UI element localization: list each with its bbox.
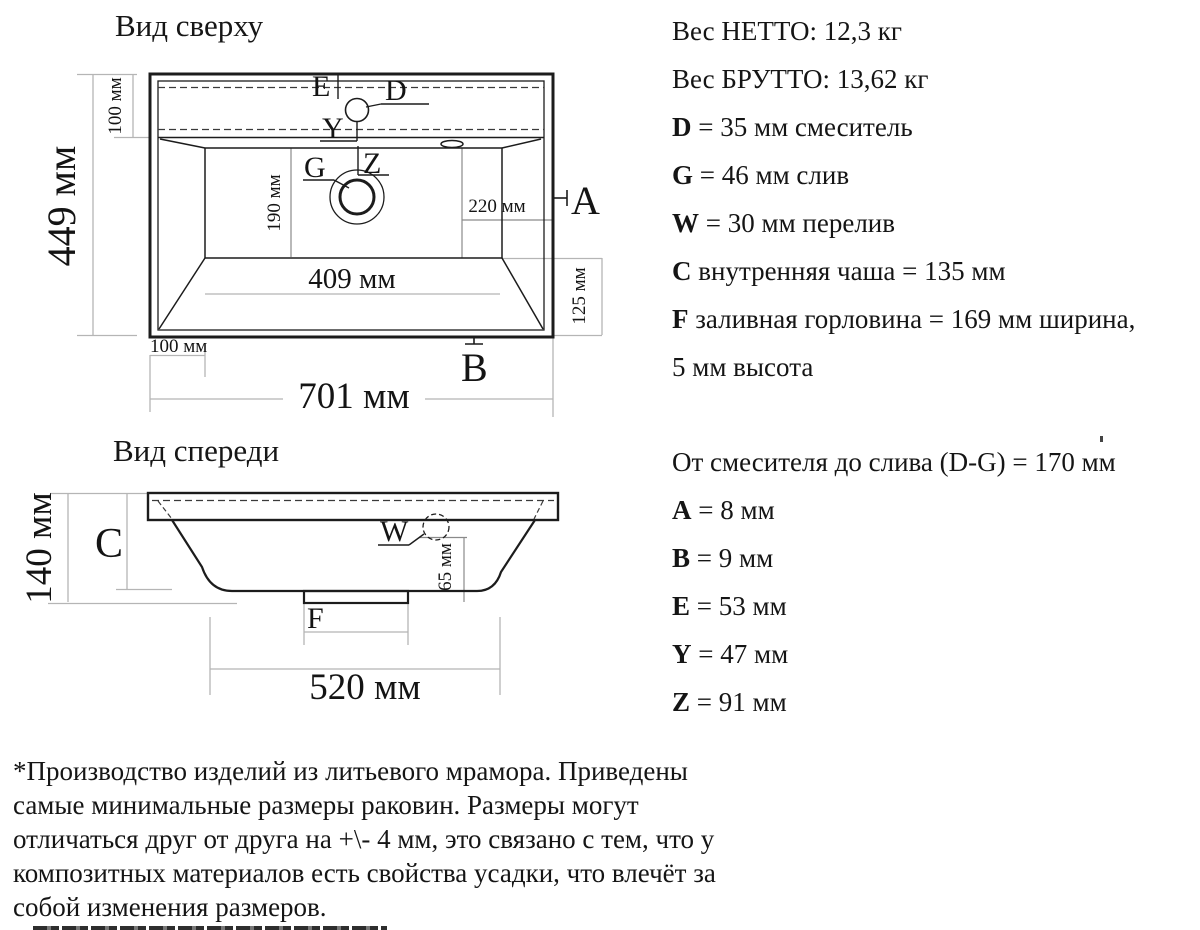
overflow-hidden-circle (423, 514, 449, 540)
spec-value: = 53 мм (690, 591, 787, 621)
spec-line-dg (672, 438, 1116, 486)
footnote (13, 754, 716, 924)
dim-text-449: 449 мм (39, 145, 84, 267)
spec-value: От смесителя до слива (D-G) = 170 мм (672, 447, 1116, 477)
callout-w-leader (409, 534, 424, 545)
spec-key: C (672, 256, 692, 286)
spec-key: F (672, 304, 689, 334)
spec-line-y (672, 630, 1116, 678)
spec-line-c (672, 247, 1135, 295)
footnote-line: самые минимальные размеры раковин. Размеры могут (13, 790, 639, 820)
spec-line-f2 (672, 343, 1135, 391)
dim-text-701: 701 мм (298, 376, 410, 417)
front-view-drawing (19, 492, 558, 708)
bowl-corner-slant (159, 258, 205, 329)
spec-list-main (672, 7, 1135, 391)
spec-value: 5 мм высота (672, 352, 814, 382)
label-f: F (307, 602, 324, 635)
top-view-drawing (39, 70, 602, 417)
spec-value: = 46 мм слив (693, 160, 850, 190)
spec-line-w (672, 199, 1135, 247)
spec-value: = 47 мм (691, 639, 789, 669)
spec-value: = 91 мм (690, 687, 787, 717)
spec-value: = 9 мм (690, 543, 774, 573)
spec-key: Y (672, 639, 692, 669)
bowl-corner-slant (502, 139, 541, 148)
dim-text-140: 140 мм (19, 492, 60, 604)
dim-text-100-top: 100 мм (105, 77, 126, 135)
spec-value: Вес НЕТТО: 12,3 кг (672, 16, 902, 46)
bowl-corner-slant (160, 139, 205, 148)
label-b: B (461, 345, 488, 390)
spec-list-extra (672, 438, 1116, 726)
spec-key: A (672, 495, 692, 525)
faucet-hole (346, 99, 369, 122)
spec-line-brutto (672, 55, 1135, 103)
top-view-title: Вид сверху (115, 8, 264, 43)
dim-text-220: 220 мм (468, 196, 526, 217)
label-g: G (304, 151, 326, 184)
spec-line-g (672, 151, 1135, 199)
spec-value: внутренняя чаша = 135 мм (691, 256, 1006, 286)
dim-text-409: 409 мм (308, 263, 396, 295)
spec-line-f (672, 295, 1135, 343)
label-e: E (312, 70, 331, 103)
spec-line-e (672, 582, 1116, 630)
label-z: Z (363, 147, 382, 180)
footnote-line: композитных материалов есть свойства усадки, что влечёт за (13, 858, 716, 888)
cropped-text-artifact (33, 926, 387, 930)
front-view-title: Вид спереди (113, 433, 280, 468)
dashed-hidden-slant (158, 501, 172, 519)
spec-line-d (672, 103, 1135, 151)
dim-text-100-bottom: 100 мм (150, 336, 208, 357)
countertop-slab (148, 493, 558, 520)
footnote-line: собой изменения размеров. (13, 892, 327, 922)
label-w: W (380, 515, 409, 548)
spec-line-z (672, 678, 1116, 726)
label-c: C (95, 521, 124, 567)
dim-text-125: 125 мм (569, 267, 590, 325)
label-y: Y (322, 112, 344, 145)
dim-text-65: 65 мм (435, 543, 456, 591)
speck-artifact (1100, 436, 1103, 442)
spec-key: D (672, 112, 692, 142)
spec-value: = 35 мм смеситель (691, 112, 913, 142)
footnote-line: *Производство изделий из литьевого мрамора. Приведены (13, 756, 688, 786)
spec-line-b (672, 534, 1116, 582)
spec-line-netto (672, 7, 1135, 55)
overflow-slot (441, 141, 463, 148)
bowl-corner-slant (502, 258, 543, 329)
spec-key: Z (672, 687, 691, 717)
dim-text-520: 520 мм (309, 667, 421, 708)
spec-value: заливная горловина = 169 мм ширина, (688, 304, 1136, 334)
dim-text-190: 190 мм (264, 174, 285, 232)
spec-key: G (672, 160, 694, 190)
spec-key: E (672, 591, 691, 621)
spec-value: Вес БРУТТО: 13,62 кг (672, 64, 929, 94)
label-d: D (385, 74, 407, 107)
footnote-line: отличаться друг от друга на +\- 4 мм, это связано с тем, что у (13, 824, 715, 854)
bowl-profile (172, 520, 535, 591)
spec-line-a (672, 486, 1116, 534)
label-a: A (571, 178, 600, 223)
front-view-sink-body (148, 493, 558, 603)
spec-value: = 30 мм перелив (699, 208, 895, 238)
drain-hole (340, 180, 374, 214)
spec-value: = 8 мм (691, 495, 775, 525)
spec-key: B (672, 543, 691, 573)
spec-key: W (672, 208, 699, 238)
dashed-hidden-slant (534, 501, 543, 519)
